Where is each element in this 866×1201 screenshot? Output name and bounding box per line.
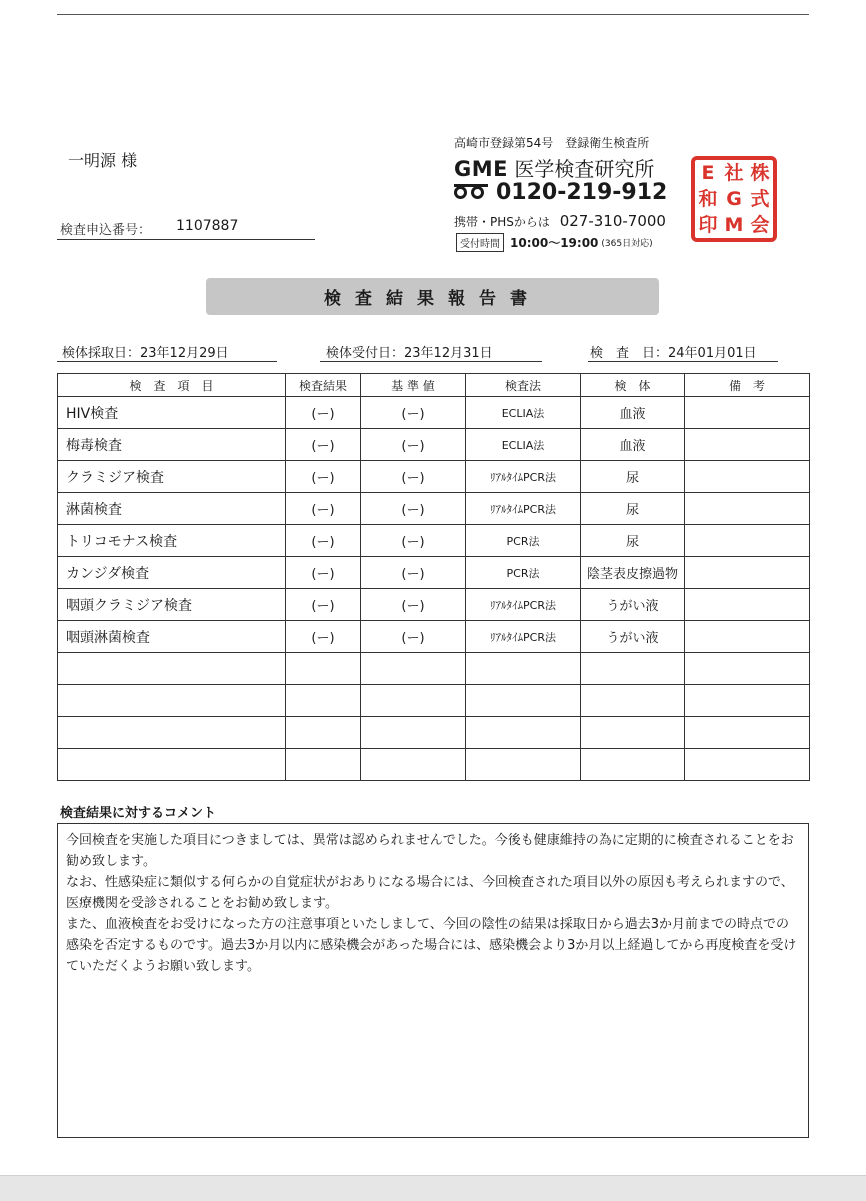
cell-method: ﾘｱﾙﾀｲﾑPCR法 (466, 589, 581, 621)
top-divider (57, 14, 809, 15)
table-row (58, 557, 810, 589)
cell-reference: (ー) (361, 461, 466, 493)
lab-mobile-number: 027-310-7000 (559, 212, 666, 230)
cell-reference: (ー) (361, 429, 466, 461)
cell-remarks (685, 621, 810, 653)
cell-remarks (685, 749, 810, 781)
lab-name-rest: 医学検査研究所 (514, 157, 655, 181)
cell-specimen: 尿 (581, 493, 685, 525)
lab-phone (454, 180, 667, 205)
cell-result: (ー) (286, 525, 361, 557)
seal-char: 和 (698, 187, 718, 210)
cell-specimen: 血液 (581, 429, 685, 461)
lab-hours (456, 233, 653, 252)
cell-method: ECLIA法 (466, 429, 581, 461)
cell-result: (ー) (286, 589, 361, 621)
cell-result: (ー) (286, 493, 361, 525)
seal-char: 会 (750, 213, 770, 236)
test-date-underline (588, 361, 778, 362)
comment-paragraph: 今回検査を実施した項目につきましては、異常は認められませんでした。今後も健康維持の為に定期的に検査されることをお勧め致します。 (66, 833, 794, 869)
application-number-label: 検査申込番号： (60, 223, 152, 238)
cell-item: トリコモナス検査 (58, 525, 286, 557)
hours-time: 10:00〜19:00 (510, 236, 599, 250)
application-number: 1107887 (176, 218, 239, 234)
header-remarks: 備 考 (685, 374, 810, 397)
cell-specimen (581, 717, 685, 749)
cell-remarks (685, 653, 810, 685)
cell-item (58, 749, 286, 781)
cell-reference (361, 685, 466, 717)
cell-method (466, 685, 581, 717)
seal-char: E (701, 161, 715, 184)
cell-item: 咽頭淋菌検査 (58, 621, 286, 653)
cell-remarks (685, 429, 810, 461)
seal-char: 印 (698, 213, 718, 236)
cell-specimen (581, 653, 685, 685)
cell-specimen: うがい液 (581, 621, 685, 653)
cell-item: カンジダ検査 (58, 557, 286, 589)
table-row (58, 493, 810, 525)
cell-method: PCR法 (466, 557, 581, 589)
cell-reference: (ー) (361, 589, 466, 621)
table-row (58, 429, 810, 461)
cell-specimen: うがい液 (581, 589, 685, 621)
header-reference: 基 準 値 (361, 374, 466, 397)
lab-name (454, 153, 654, 182)
table-row (58, 749, 810, 781)
cell-specimen: 陰茎表皮擦過物 (581, 557, 685, 589)
patient-name: 一明源 様 (68, 151, 138, 170)
cell-specimen: 尿 (581, 461, 685, 493)
cell-item (58, 685, 286, 717)
cell-result (286, 685, 361, 717)
cell-method: ECLIA法 (466, 397, 581, 429)
collection-date: 検体採取日：23年12月29日 (62, 346, 229, 361)
cell-result: (ー) (286, 429, 361, 461)
cell-remarks (685, 397, 810, 429)
table-row (58, 589, 810, 621)
report-title: 検査結果報告書 (206, 278, 659, 315)
comment-paragraph: また、血液検査をお受けになった方の注意事項といたしまして、今回の陰性の結果は採取日から過去3か月前までの時点での感染を否定するものです。過去3か月以内に感染機会があった場合には、感染機会より3か月以上経過してから再度検査を受けていただくようお願い致します。 (66, 917, 797, 974)
seal-char: 式 (750, 187, 770, 210)
comment-box (57, 823, 809, 1138)
cell-item: 咽頭クラミジア検査 (58, 589, 286, 621)
results-table (57, 373, 810, 781)
cell-specimen: 血液 (581, 397, 685, 429)
table-row (58, 397, 810, 429)
table-row (58, 685, 810, 717)
cell-method (466, 749, 581, 781)
collection-date-underline (57, 361, 277, 362)
cell-remarks (685, 493, 810, 525)
comment-title: 検査結果に対するコメント (60, 806, 217, 821)
application-underline (57, 239, 315, 240)
cell-item: クラミジア検査 (58, 461, 286, 493)
seal-char: 社 (724, 161, 744, 184)
cell-remarks (685, 525, 810, 557)
cell-remarks (685, 589, 810, 621)
lab-brand: GME (454, 157, 508, 181)
cell-method: ﾘｱﾙﾀｲﾑPCR法 (466, 493, 581, 525)
cell-method: PCR法 (466, 525, 581, 557)
cell-reference (361, 717, 466, 749)
header-result: 検査結果 (286, 374, 361, 397)
cell-reference (361, 749, 466, 781)
header-specimen: 検 体 (581, 374, 685, 397)
cell-result (286, 717, 361, 749)
lab-mobile (454, 212, 666, 230)
lab-phone-number: 0120-219-912 (496, 180, 668, 205)
cell-item (58, 717, 286, 749)
cell-item: 淋菌検査 (58, 493, 286, 525)
cell-specimen (581, 685, 685, 717)
cell-remarks (685, 685, 810, 717)
table-row (58, 525, 810, 557)
hours-note: (365日対応) (601, 239, 653, 249)
test-date: 検 査 日：24年01月01日 (590, 346, 757, 361)
company-seal-icon (691, 156, 777, 242)
cell-method: ﾘｱﾙﾀｲﾑPCR法 (466, 621, 581, 653)
seal-char: M (724, 213, 744, 236)
cell-reference: (ー) (361, 525, 466, 557)
lab-mobile-label: 携帯・PHSからは (454, 215, 550, 229)
cell-result: (ー) (286, 461, 361, 493)
table-row (58, 621, 810, 653)
header-method: 検査法 (466, 374, 581, 397)
table-row (58, 653, 810, 685)
cell-remarks (685, 461, 810, 493)
cell-result: (ー) (286, 397, 361, 429)
cell-item: 梅毒検査 (58, 429, 286, 461)
comment-paragraph: なお、性感染症に類似する何らかの自覚症状がおありになる場合には、今回検査された項目以外の原因も考えられますので、医療機関を受診されることをお勧め致します。 (66, 875, 794, 911)
cell-specimen: 尿 (581, 525, 685, 557)
cell-method: ﾘｱﾙﾀｲﾑPCR法 (466, 461, 581, 493)
cell-reference: (ー) (361, 397, 466, 429)
cell-result (286, 653, 361, 685)
seal-char: 株 (750, 161, 770, 184)
received-date-underline (320, 361, 542, 362)
cell-specimen (581, 749, 685, 781)
free-dial-icon (454, 184, 488, 202)
table-header-row (58, 374, 810, 397)
cell-method (466, 653, 581, 685)
cell-result (286, 749, 361, 781)
hours-label: 受付時間 (456, 233, 504, 252)
received-date: 検体受付日：23年12月31日 (326, 346, 493, 361)
cell-reference (361, 653, 466, 685)
table-row (58, 717, 810, 749)
cell-remarks (685, 717, 810, 749)
lab-registration: 高崎市登録第54号 登録衛生検査所 (454, 136, 650, 150)
cell-reference: (ー) (361, 557, 466, 589)
seal-char: G (726, 187, 742, 210)
header-item: 検 査 項 目 (58, 374, 286, 397)
cell-result: (ー) (286, 621, 361, 653)
cell-item: HIV検査 (58, 397, 286, 429)
cell-reference: (ー) (361, 493, 466, 525)
viewer-bottom-bar (0, 1175, 866, 1201)
cell-method (466, 717, 581, 749)
cell-result: (ー) (286, 557, 361, 589)
cell-item (58, 653, 286, 685)
cell-reference: (ー) (361, 621, 466, 653)
cell-remarks (685, 557, 810, 589)
table-row (58, 461, 810, 493)
